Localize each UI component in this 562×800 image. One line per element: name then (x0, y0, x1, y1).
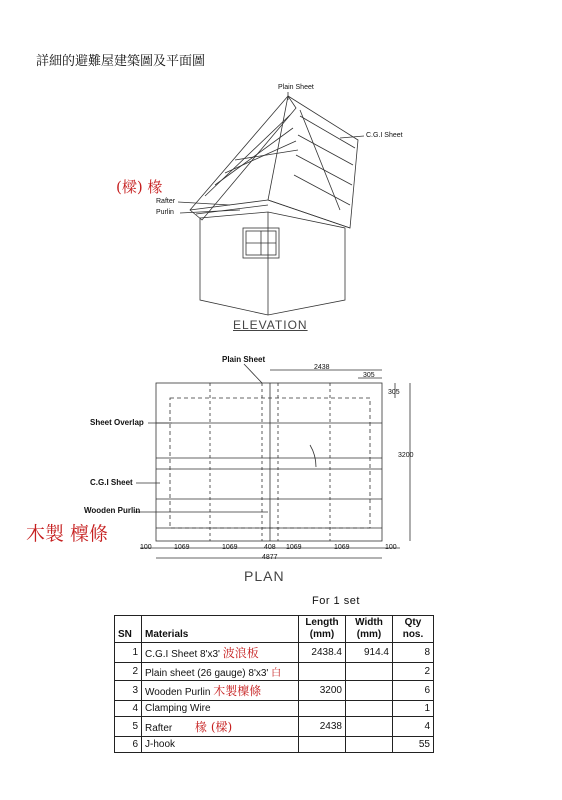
plan-sheet-overlap-label: Sheet Overlap (90, 418, 144, 427)
table-row (115, 643, 434, 663)
row-length (299, 663, 346, 681)
for-set-label: For 1 set (312, 595, 360, 607)
elevation-plain-sheet-label: Plain Sheet (278, 84, 314, 91)
row-width (346, 737, 393, 753)
row-sn: 3 (115, 681, 142, 701)
row-length: 3200 (299, 681, 346, 701)
row-width (346, 663, 393, 681)
elevation-caption: ELEVATION (233, 318, 308, 332)
table-row (115, 663, 434, 681)
row-qty: 8 (393, 643, 434, 663)
table-header-row (115, 616, 434, 643)
elevation-purlin-label: Purlin (156, 209, 174, 216)
material-name: C.G.I Sheet 8'x3' (145, 649, 220, 660)
plan-handwritten-note: 木製 檁條 (26, 523, 109, 545)
material-name: Plain sheet (26 gauge) 8'x3' (145, 668, 269, 679)
plan-dim-top: 2438 (314, 364, 330, 371)
row-qty: 4 (393, 717, 434, 737)
row-sn: 6 (115, 737, 142, 753)
row-material (142, 643, 299, 663)
row-width: 914.4 (346, 643, 393, 663)
plan-dim-3: 1069 (286, 544, 302, 551)
row-sn: 4 (115, 701, 142, 717)
row-length (299, 737, 346, 753)
plan-caption: PLAN (244, 568, 285, 584)
row-qty: 55 (393, 737, 434, 753)
plan-wooden-purlin-label: Wooden Purlin (84, 506, 141, 515)
elevation-rafter-label: Rafter (156, 198, 176, 205)
elevation-cgi-sheet-label: C.G.I Sheet (366, 132, 403, 139)
header-length: Length (mm) (299, 616, 346, 643)
row-length: 2438.4 (299, 643, 346, 663)
plan-dim-left-edge: 100 (140, 544, 152, 551)
materials-table (114, 615, 434, 753)
header-width: Width (mm) (346, 616, 393, 643)
row-width (346, 681, 393, 701)
table-row (115, 701, 434, 717)
plan-dim-total: 4877 (262, 554, 278, 561)
plan-cgi-sheet-label: C.G.I Sheet (90, 478, 133, 487)
material-note: 木製檁條 (213, 684, 262, 698)
row-qty: 1 (393, 701, 434, 717)
header-qty: Qty nos. (393, 616, 434, 643)
plan-dim-1: 1069 (174, 544, 190, 551)
material-name: J-hook (145, 739, 176, 750)
row-material (142, 663, 299, 681)
row-material (142, 737, 299, 753)
material-note: 椽 (樑) (195, 720, 233, 734)
row-material (142, 701, 299, 717)
row-qty: 2 (393, 663, 434, 681)
table-row (115, 681, 434, 701)
row-length (299, 701, 346, 717)
row-sn: 5 (115, 717, 142, 737)
header-materials: Materials (142, 616, 299, 643)
elevation-handwritten-note: (樑) 椽 (116, 178, 163, 196)
plan-dim-overhang-right: 305 (388, 389, 400, 396)
material-name: Rafter (145, 723, 173, 734)
material-name: Wooden Purlin (145, 687, 211, 698)
row-sn: 1 (115, 643, 142, 663)
material-note: 白 (271, 668, 282, 679)
row-sn: 2 (115, 663, 142, 681)
row-qty: 6 (393, 681, 434, 701)
material-note: 波浪板 (222, 646, 259, 660)
material-name: Clamping Wire (145, 703, 211, 714)
row-material (142, 717, 299, 737)
plan-dim-height: 3200 (398, 452, 414, 459)
table-row (115, 737, 434, 753)
row-material (142, 681, 299, 701)
row-width (346, 701, 393, 717)
header-sn: SN (115, 616, 142, 643)
plan-dim-overhang-top: 305 (363, 372, 375, 379)
page-title: 詳細的避難屋建築圖及平面圖 (36, 54, 206, 69)
plan-plain-sheet-label: Plain Sheet (222, 355, 266, 364)
row-length: 2438 (299, 717, 346, 737)
plan-dim-right-edge: 100 (385, 544, 397, 551)
plan-dim-mid: 408 (264, 544, 276, 551)
row-width (346, 717, 393, 737)
plan-dim-4: 1069 (334, 544, 350, 551)
table-row (115, 717, 434, 737)
plan-dim-2: 1069 (222, 544, 238, 551)
